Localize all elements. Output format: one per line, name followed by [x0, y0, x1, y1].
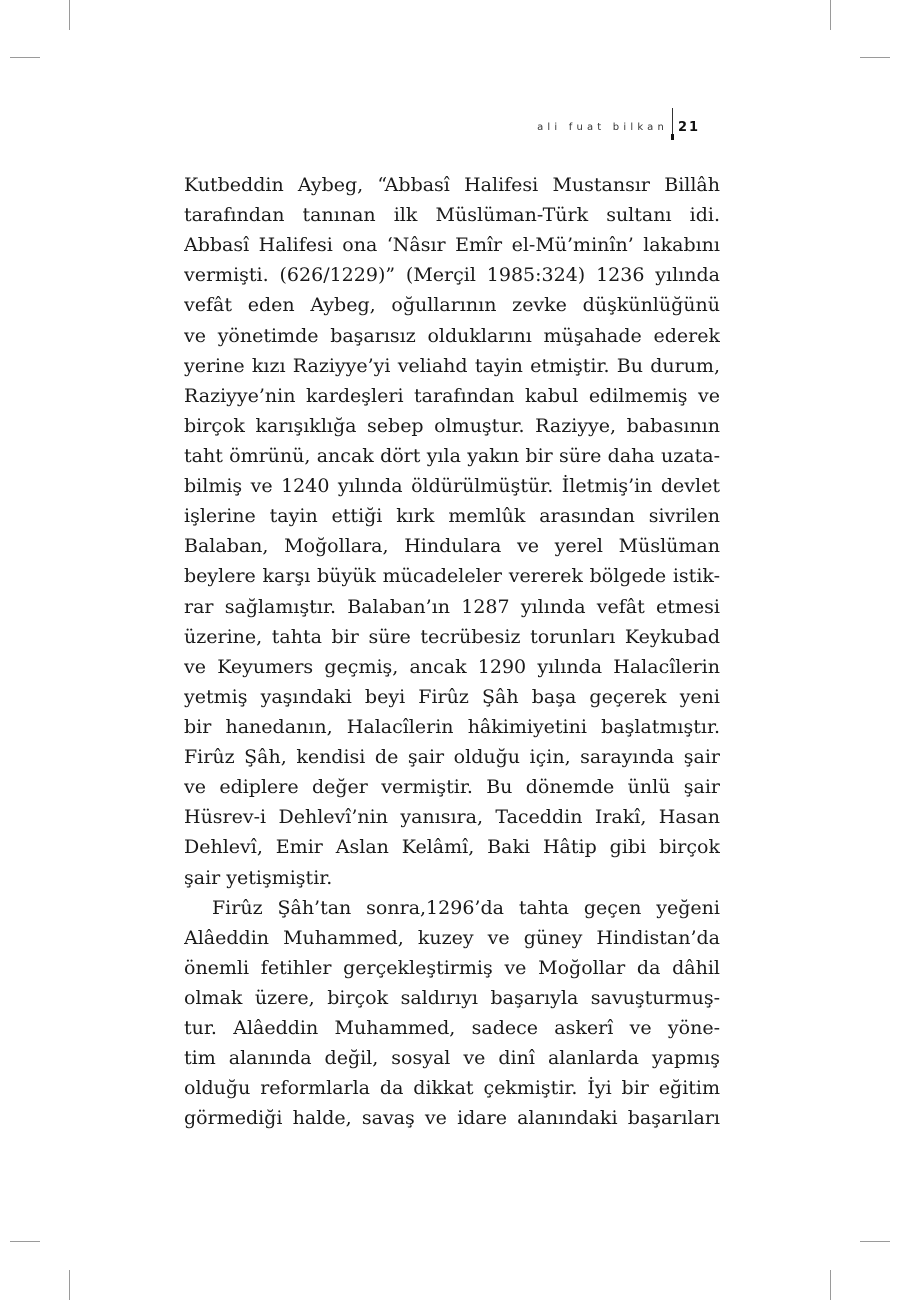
text-line: Abbasî Halifesi ona ‘Nâsır Emîr el-Mü’minîn’ lakabını	[184, 234, 720, 257]
text-line: rar sağlamıştır. Balaban’ın 1287 yılında vefât etmesi	[184, 595, 720, 618]
text-line: vermişti. (626/1229)” (Merçil 1985:324) 1236 yılında	[184, 264, 720, 287]
crop-mark-bottom-right	[830, 1270, 831, 1300]
page-number: 21	[678, 120, 701, 135]
text-line: tim alanında değil, sosyal ve dinî alanlarda yapmış	[184, 1047, 720, 1070]
text-line: tur. Alâeddin Muhammed, sadece askerî ve yöne-	[184, 1017, 720, 1040]
text-line: Kutbeddin Aybeg, “Abbasî Halifesi Mustansır Billâh	[184, 174, 720, 196]
text-line: önemli fetihler gerçekleştirmiş ve Moğollar da dâhil	[184, 956, 720, 979]
crop-mark-right-top	[860, 57, 890, 58]
text-line: bilmiş ve 1240 yılında öldürülmüştür. İletmiş’in devlet	[184, 475, 720, 498]
text-line: Balaban, Moğollara, Hindulara ve yerel Müslüman	[184, 535, 720, 558]
running-header	[500, 108, 720, 138]
crop-mark-bottom-left	[69, 1270, 70, 1300]
body-text	[184, 170, 720, 1134]
text-line: Raziyye’nin kardeşleri tarafından kabul edilmemiş ve	[184, 384, 720, 407]
text-line: tarafından tanınan ilk Müslüman-Türk sultanı idi.	[184, 204, 720, 227]
text-line: Dehlevî, Emir Aslan Kelâmî, Baki Hâtip gibi birçok	[184, 836, 720, 859]
crop-mark-top-left	[69, 0, 70, 30]
text-line: Alâeddin Muhammed, kuzey ve güney Hindistan’da	[184, 926, 720, 949]
text-line: görmediği halde, savaş ve idare alanındaki başarıları	[184, 1107, 720, 1130]
text-line: Hüsrev-i Dehlevî’nin yanısıra, Taceddin Irakî, Hasan	[184, 806, 720, 829]
header-tick	[671, 134, 674, 140]
text-line: ve yönetimde başarısız olduklarını müşahade ederek	[184, 324, 720, 347]
text-line: olduğu reformlarla da dikkat çekmiştir. İyi bir eğitim	[184, 1077, 720, 1100]
paragraph-end-line: şair yetişmiştir.	[184, 866, 333, 889]
text-line: yetmiş yaşındaki beyi Firûz Şâh başa geçerek yeni	[184, 685, 720, 708]
text-line: üzerine, tahta bir süre tecrübesiz torunları Keykubad	[184, 625, 720, 648]
crop-mark-top-right	[830, 0, 831, 30]
crop-mark-right-bottom	[860, 1241, 890, 1242]
paragraph-first-line: Firûz Şâh’tan sonra,1296’da tahta geçen yeğeni	[212, 896, 720, 919]
text-line: taht ömrünü, ancak dört yıla yakın bir süre daha uzata-	[184, 444, 720, 467]
text-line: Firûz Şâh, kendisi de şair olduğu için, sarayında şair	[184, 746, 720, 769]
text-line: ve Keyumers geçmiş, ancak 1290 yılında Halacîlerin	[184, 655, 720, 678]
text-line: yerine kızı Raziyye’yi veliahd tayin etmiştir. Bu durum,	[184, 354, 720, 377]
text-line: beylere karşı büyük mücadeleler vererek bölgede istik-	[184, 565, 720, 588]
header-author: ali fuat bilkan	[537, 122, 668, 133]
text-line: işlerine tayin ettiği kırk memlûk arasından sivrilen	[184, 505, 720, 528]
text-line: birçok karışıklığa sebep olmuştur. Raziyye, babasının	[184, 414, 720, 437]
text-line: bir hanedanın, Halacîlerin hâkimiyetini başlatmıştır.	[184, 715, 720, 738]
text-line: olmak üzere, birçok saldırıyı başarıyla savuşturmuş-	[184, 986, 720, 1009]
text-line: ve ediplere değer vermiştir. Bu dönemde ünlü şair	[184, 776, 720, 799]
text-line: vefât eden Aybeg, oğullarının zevke düşkünlüğünü	[184, 294, 720, 317]
crop-mark-left-bottom	[10, 1241, 40, 1242]
crop-mark-left-top	[10, 57, 40, 58]
